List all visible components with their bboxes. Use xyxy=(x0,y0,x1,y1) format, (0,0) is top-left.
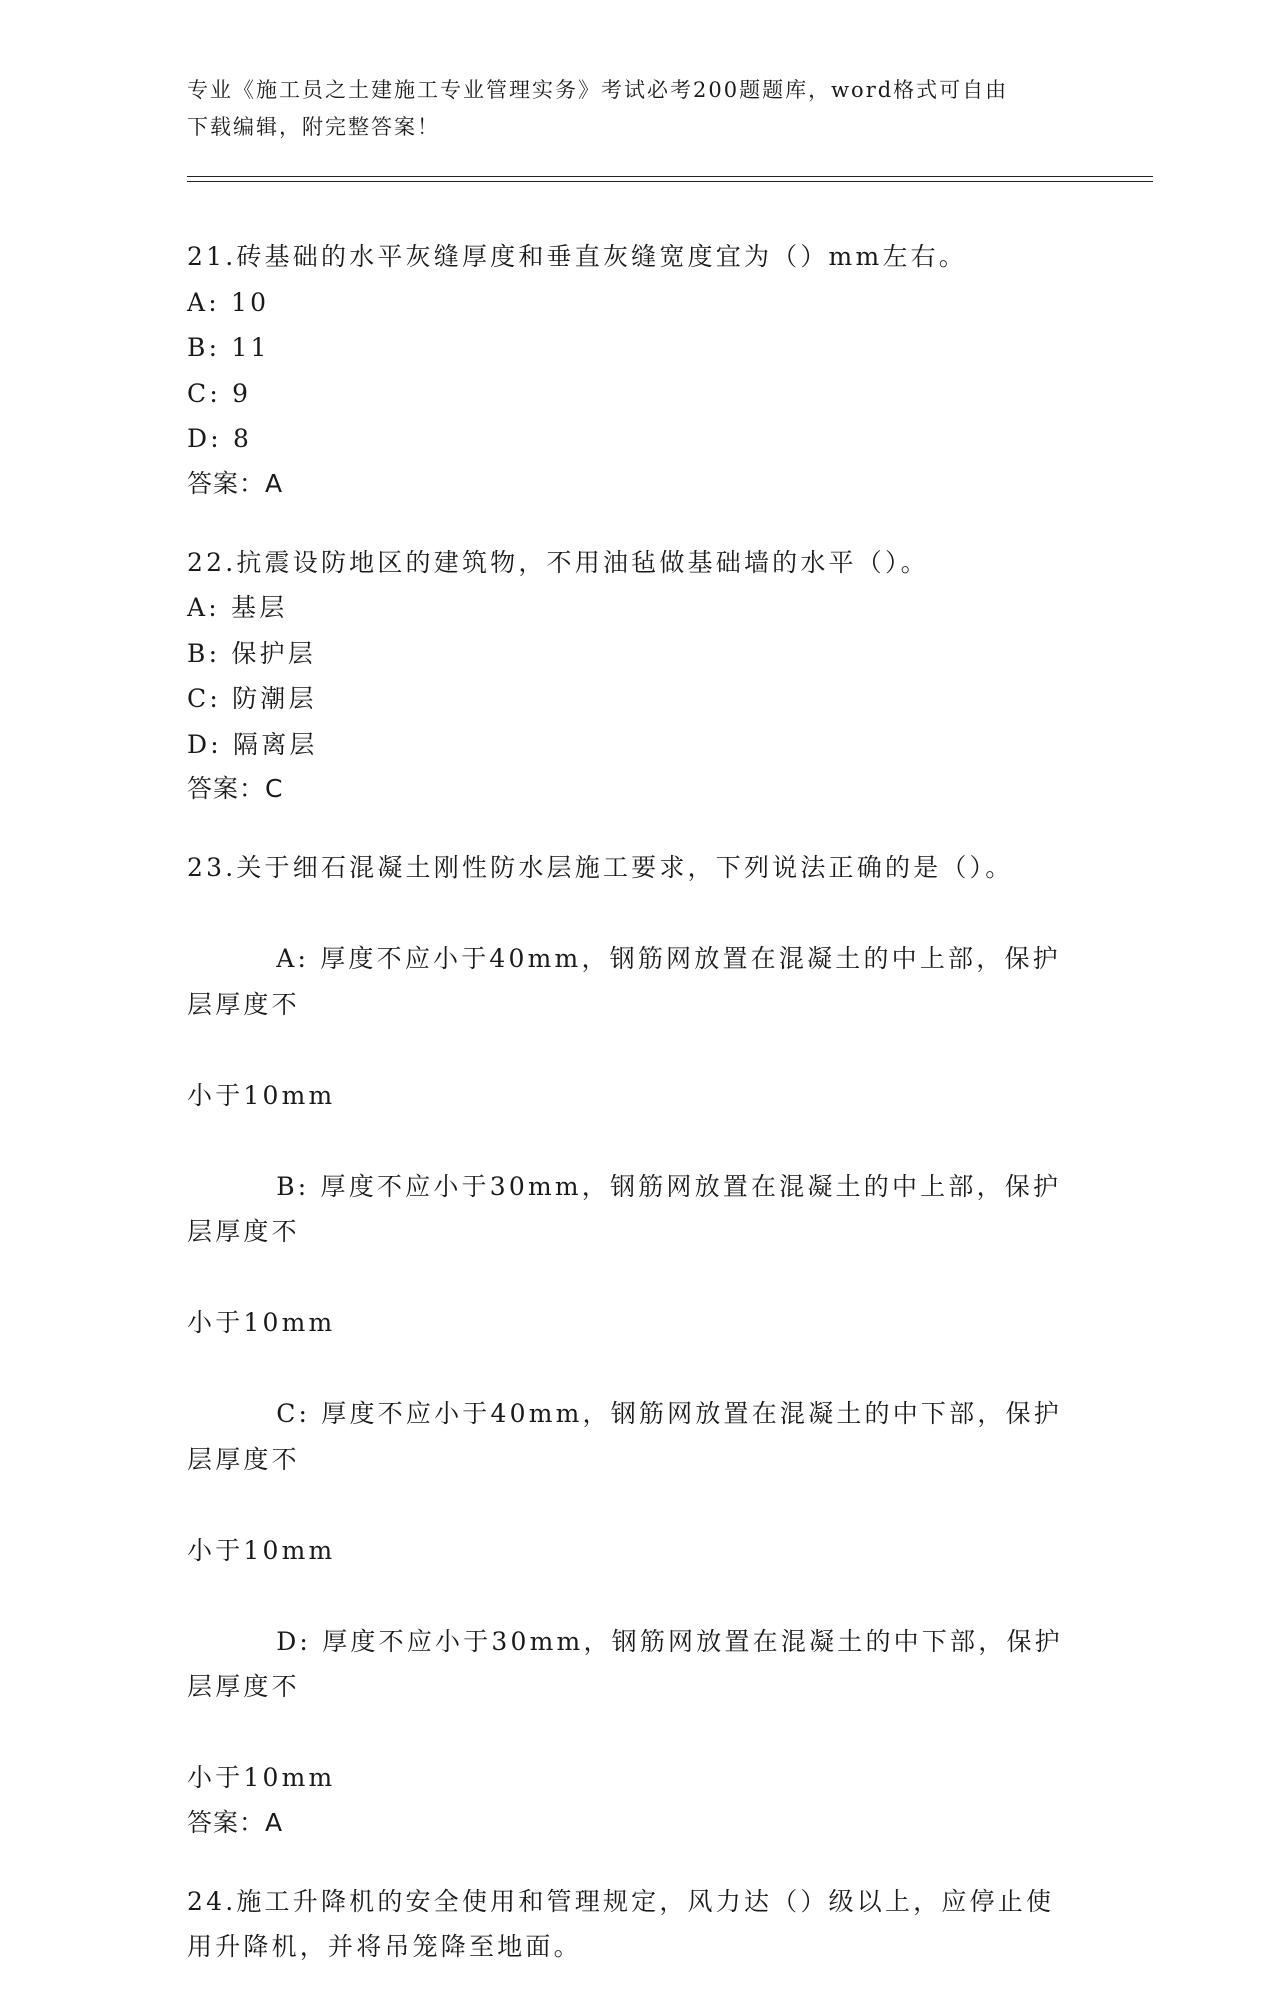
option-text: 厚度不应小于30mm，钢筋网放置在混凝土的中上部，保护层厚度不 xyxy=(187,1171,1062,1246)
header-line-1: 专业《施工员之土建施工专业管理实务》考试必考200题题库，word格式可自由 xyxy=(187,78,1009,102)
option-label: D: xyxy=(187,729,222,759)
option-text: 10 xyxy=(231,287,270,317)
option-label: A: xyxy=(276,944,310,973)
option-text: 厚度不应小于40mm，钢筋网放置在混凝土的中上部，保护层厚度不 xyxy=(187,944,1061,1019)
question-stem-continued: 用升降机，并将吊笼降至地面。 xyxy=(187,1932,582,1961)
question-stem: 22.抗震设防地区的建筑物，不用油毡做基础墙的水平（）。 xyxy=(187,547,929,577)
option-text: 9 xyxy=(232,378,252,408)
question-stem: 21.砖基础的水平灰缝厚度和垂直灰缝宽度宜为（）mm左右。 xyxy=(187,242,967,271)
option-text: 基层 xyxy=(231,593,288,622)
question-23 xyxy=(187,845,1087,1845)
question-stem: 24.施工升降机的安全使用和管理规定，风力达（）级以上，应停止使 xyxy=(187,1886,1055,1916)
option-a xyxy=(187,891,1087,1073)
option-c xyxy=(187,371,1087,417)
option-label: C: xyxy=(276,1399,311,1428)
option-label: C: xyxy=(187,684,221,713)
header-divider-bottom xyxy=(187,181,1153,182)
answer-line xyxy=(187,767,1087,811)
answer-value: A xyxy=(265,1807,284,1837)
question-24 xyxy=(187,1879,1087,1970)
option-b xyxy=(187,631,1087,677)
header-line-2: 下载编辑，附完整答案！ xyxy=(187,115,440,139)
option-a-continued: 小于10mm xyxy=(187,1080,336,1110)
option-label: D: xyxy=(276,1626,312,1656)
option-b xyxy=(187,325,1087,371)
option-a xyxy=(187,280,1087,326)
answer-prefix: 答案： xyxy=(187,1807,266,1837)
option-d xyxy=(187,416,1087,462)
option-label: C: xyxy=(187,378,221,408)
question-22 xyxy=(187,540,1087,812)
option-text: 8 xyxy=(233,424,253,453)
option-c xyxy=(187,1346,1087,1528)
option-text: 隔离层 xyxy=(233,729,318,759)
option-text: 防潮层 xyxy=(232,684,317,713)
option-label: A: xyxy=(187,593,220,622)
answer-prefix: 答案： xyxy=(187,468,266,498)
option-text: 11 xyxy=(231,333,270,362)
answer-value: A xyxy=(265,468,284,498)
answer-line xyxy=(187,1801,1087,1845)
option-d xyxy=(187,1573,1087,1755)
option-b xyxy=(187,1118,1087,1300)
option-label: D: xyxy=(187,424,222,453)
answer-line xyxy=(187,462,1087,506)
question-stem: 23.关于细石混凝土刚性防水层施工要求，下列说法正确的是（）。 xyxy=(187,853,1014,882)
option-text: 厚度不应小于30mm，钢筋网放置在混凝土的中下部，保护层厚度不 xyxy=(187,1626,1063,1701)
document-header xyxy=(187,72,1067,146)
option-d-continued: 小于10mm xyxy=(187,1763,336,1792)
option-a xyxy=(187,585,1087,631)
question-list xyxy=(187,234,1087,2004)
option-label: B: xyxy=(187,333,221,362)
option-label: A: xyxy=(187,287,220,317)
question-21 xyxy=(187,234,1087,506)
option-d xyxy=(187,722,1087,768)
answer-prefix: 答案： xyxy=(187,774,266,803)
option-label: B: xyxy=(187,638,221,668)
option-label: B: xyxy=(276,1171,310,1201)
option-text: 厚度不应小于40mm，钢筋网放置在混凝土的中下部，保护层厚度不 xyxy=(187,1399,1062,1474)
answer-value: C xyxy=(265,774,284,803)
option-b-continued: 小于10mm xyxy=(187,1308,336,1337)
header-divider-top xyxy=(187,176,1153,177)
option-c xyxy=(187,676,1087,722)
option-text: 保护层 xyxy=(231,638,316,668)
option-c-continued: 小于10mm xyxy=(187,1535,336,1565)
